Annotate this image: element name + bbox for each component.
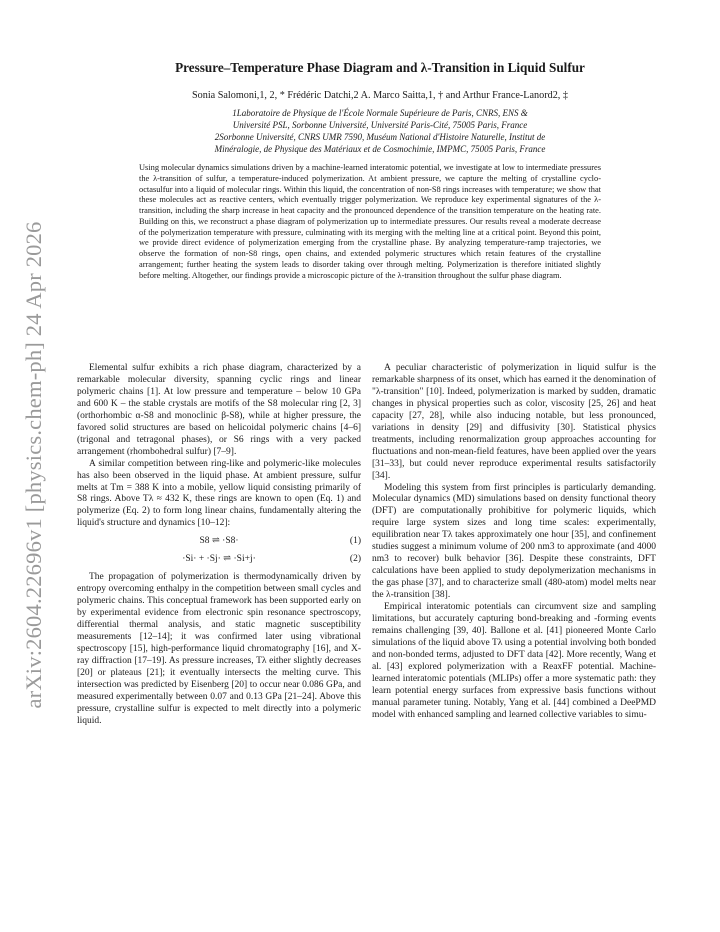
right-column [372, 363, 656, 722]
affiliation-line-3: 2Sorbonne Université, CNRS UMR 7590, Muséum National d'Histoire Naturelle, Institut de [214, 132, 546, 142]
body-paragraph: A similar competition between ring-like and polymeric-like molecules has also been observed in the liquid phase. At ambient pressure, sulfur melts at Tm = 388 K into a mobile, yellow liquid consisting primarily of S8 rings. Above Tλ ≈ 432 K, these rings are known to open (Eq. 1) and polymerize (Eq. 2) to form long linear chains, fundamentally altering the liquid's structure and dynamics [10–12]: [77, 458, 361, 529]
abstract: Using molecular dynamics simulations driven by a machine-learned interatomic potential, we investigate at low to intermediate pressures the λ-transition of sulfur, a temperature-induced polymerization. At ambient pressure, we capture the melting of crystalline cyclo-octasulfur into a liquid of molecular rings. Within this liquid, the concentration of non-S8 rings increases with temperature; we show that these molecules act as reactive centers, which eventually trigger polymerization. We reproduce key experimental signatures of the λ-transition, including the sharp increase in heat capacity and the pronounced dependence of the transition temperature on the heating rate. Building on this, we reconstruct a phase diagram of polymerization up to intermediate pressures. Our results reveal a moderate decrease of the polymerization temperature with pressure, culminating with its merging with the melting line at a critical point. Beyond this point, we provide direct evidence of polymerization emerging from the crystalline phase. By analyzing temperature-ramp trajectories, we observe the formation of non-S8 rings, open chains, and extended polymeric structures which retain features of the crystalline arrangement; further heating the system leads to disorder taking over through melting. Polymerization is therefore initiated slightly before melting. Altogether, our findings provide a microscopic picture of the λ-transition throughout the sulfur phase diagram. [139, 163, 601, 280]
affiliation-line-4: Minéralogie, de Physique des Matériaux et de Cosmochimie, IMPMC, 75005 Paris, France [214, 144, 546, 154]
equation-2-expression: ·Si· + ·Sj· ⇌ ·Si+j· [182, 554, 256, 565]
equation-2 [77, 554, 361, 566]
equation-1-expression: S8 ⇌ ·S8· [199, 536, 239, 547]
left-column [77, 363, 361, 728]
paper-title: Pressure–Temperature Phase Diagram and λ-Transition in Liquid Sulfur [175, 60, 585, 75]
equation-1 [77, 536, 361, 548]
affiliation-line-2: Université PSL, Sorbonne Université, Université Paris-Cité, 75005 Paris, France [232, 120, 528, 130]
affiliation-line-1: 1Laboratoire de Physique de l'École Normale Supérieure de Paris, CNRS, ENS & [232, 108, 528, 118]
body-paragraph: Elemental sulfur exhibits a rich phase diagram, characterized by a remarkable molecular diversity, spanning cyclic rings and linear polymeric chains [1]. At low pressure and temperature – below 10 GPa and 600 K – the stable crystals are motifs of the S8 molecular ring [2, 3] (orthorhombic α-S8 and monoclinic β-S8), while at higher pressure, the favored solid structures are based on helicoidal polymeric chains [4–6] (trigonal and tetragonal phases), or S6 rings with a very packed arrangement (rhombohedral sulfur) [7–9]. [77, 363, 361, 457]
body-paragraph: Empirical interatomic potentials can circumvent size and sampling limitations, but accurately capturing bond-breaking and -forming events remains challenging [39, 40]. Ballone et al. [41] pioneered Monte Carlo simulations of the liquid above Tλ using a potential involving both bonded and non-bonded terms, adjusted to DFT data [42]. More recently, Wang et al. [43] explored polymerization with a ReaxFF potential. Machine-learned interatomic potentials (MLIPs) offer a more systematic path: they learn potential energy surfaces from expressive basis functions without manual parameter tuning. Notably, Yang et al. [44] combined a DeePMD model with enhanced sampling and learned collective variables to simu- [372, 602, 656, 720]
body-paragraph: A peculiar characteristic of polymerization in liquid sulfur is the remarkable sharpness of its onset, which has earned it the denomination of "λ-transition" [10]. Indeed, polymerization is marked by sudden, dramatic changes in physical properties such as color, viscosity [25, 26] and heat capacity [27, 28], while also inducing notable, but less pronounced, variations in density [29] and diffusivity [30]. Statistical physics treatments, including renormalization group approaches accounting for fluctuations and non-mean-field features, have been applied over the years [31–33], but could never reproduce experimental results satisfactorily [34]. [372, 363, 656, 481]
body-paragraph: Modeling this system from first principles is particularly demanding. Molecular dynamics (MD) simulations based on density functional theory (DFT) are computationally prohibitive for polymeric liquids, which require large system sizes and long time scales: experimentally, equilibration near Tλ takes approximately one hour [35], and confinement studies suggest a minimum volume of 200 nm3 to approximate (and 4000 nm3 to recover) bulk behavior [36]. Despite these constraints, DFT calculations have been applied to study depolymerization mechanisms in the gas phase [37], and to characterize small (480-atom) model melts near the λ-transition [38]. [372, 482, 656, 601]
author-list: Sonia Salomoni,1, 2, * Frédéric Datchi,2 A. Marco Saitta,1, † and Arthur France-Lanord2, ‡ [191, 90, 568, 101]
arxiv-identifier-stamp [14, 185, 54, 745]
equation-1-number: (1) [349, 536, 361, 547]
body-paragraph: The propagation of polymerization is thermodynamically driven by entropy overcoming enthalpy in the competition between small cycles and polymeric chains. This conceptual framework has been supported early on by experimental evidence from electronic spin resonance spectroscopy, differential thermal analysis, and static magnetic susceptibility measurements [12–14]; it was confirmed later using vibrational spectroscopy [15], high-performance liquid chromatography [16], and X-ray diffraction [17–19]. As pressure increases, Tλ either slightly decreases [20] or plateaus [21]; it eventually intersects the melting curve. This intersection was predicted by Eisenberg [20] to occur near 0.086 GPa, and measured experimentally between 0.07 and 0.13 GPa [21–24]. Above this pressure, crystalline sulfur is expected to melt directly into a polymeric liquid. [77, 572, 361, 726]
equation-2-number: (2) [349, 554, 361, 565]
arxiv-identifier: arXiv:2604.22696v1 [physics.chem-ph] 24 Apr 2026 [21, 221, 46, 709]
